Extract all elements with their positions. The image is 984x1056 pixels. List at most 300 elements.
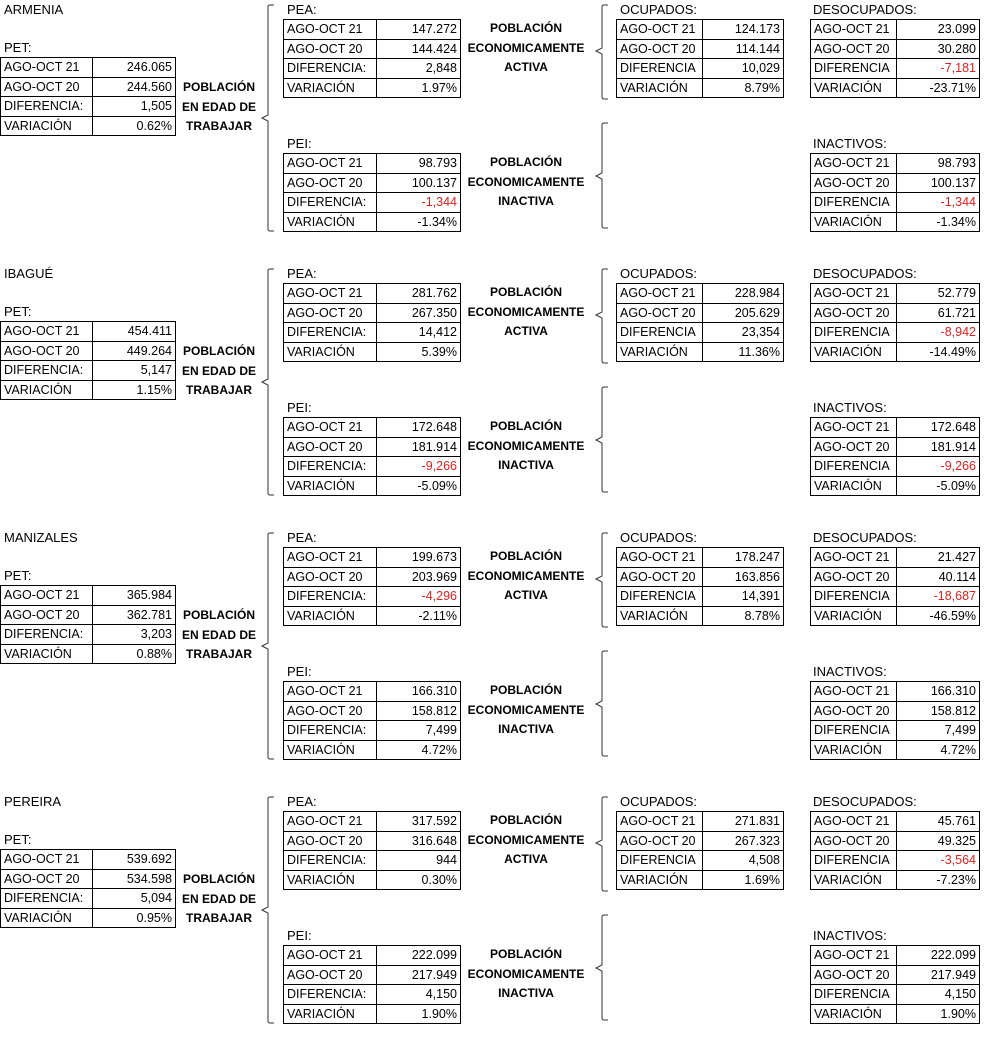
desocupados-table — [810, 811, 980, 890]
table-row — [811, 78, 980, 98]
inactivos-label: INACTIVOS: — [813, 136, 887, 151]
row-label: DIFERENCIA — [811, 587, 897, 607]
row-value: 0.62% — [92, 116, 175, 136]
row-value: 271.831 — [702, 812, 783, 832]
table-row — [617, 548, 784, 568]
table-row — [811, 284, 980, 304]
row-label: VARIACIÓN — [284, 342, 377, 362]
pet-bracket — [258, 796, 276, 1026]
desocupados-label: DESOCUPADOS: — [813, 794, 917, 809]
table-row — [284, 59, 461, 79]
row-label: VARIACIÓN — [284, 476, 377, 496]
pea-bracket — [592, 4, 610, 104]
row-value: 5.39% — [376, 342, 460, 362]
row-value: -3,564 — [896, 851, 979, 871]
pea-caption-line: ECONOMICAMENTE — [467, 40, 585, 55]
pet-caption-line: POBLACIÓN — [183, 608, 255, 622]
table-row — [811, 701, 980, 721]
row-value: 30.280 — [896, 39, 979, 59]
row-label: AGO-OCT 21 — [284, 946, 377, 966]
pea-caption — [462, 811, 590, 870]
pea-caption — [462, 19, 590, 78]
row-label: DIFERENCIA: — [1, 97, 93, 117]
row-label: AGO-OCT 21 — [617, 548, 703, 568]
row-label: VARIACIÓN — [811, 78, 897, 98]
table-row — [1, 361, 176, 381]
row-value: 1.69% — [702, 870, 783, 890]
table-row — [284, 606, 461, 626]
row-value: 534.598 — [92, 869, 175, 889]
row-label: AGO-OCT 20 — [811, 567, 897, 587]
ocupados-label: OCUPADOS: — [620, 266, 698, 281]
row-value: 52.779 — [896, 284, 979, 304]
pet-caption-line: TRABAJAR — [186, 383, 252, 397]
row-label: AGO-OCT 20 — [811, 701, 897, 721]
row-label: AGO-OCT 20 — [284, 173, 377, 193]
row-value: 114.144 — [702, 39, 783, 59]
pet-caption — [178, 606, 260, 665]
ocupados-table — [616, 19, 784, 98]
table-row — [284, 342, 461, 362]
pei-caption-line: ECONOMICAMENTE — [467, 966, 585, 981]
row-value: 4,150 — [896, 985, 979, 1005]
table-row — [284, 173, 461, 193]
row-label: VARIACIÓN — [1, 908, 93, 928]
pea-label: PEA: — [287, 2, 317, 17]
pet-label: PET: — [4, 40, 32, 55]
row-label: DIFERENCIA: — [1, 361, 93, 381]
table-row — [1, 322, 176, 342]
pei-caption — [462, 153, 590, 212]
row-value: 0.30% — [376, 870, 460, 890]
table-row — [1, 97, 176, 117]
row-label: DIFERENCIA: — [1, 889, 93, 909]
desocupados-label: DESOCUPADOS: — [813, 530, 917, 545]
table-row — [1, 644, 176, 664]
pei-caption-line: POBLACIÓN — [490, 419, 562, 433]
row-label: AGO-OCT 20 — [1, 77, 93, 97]
pea-label: PEA: — [287, 794, 317, 809]
inactivos-label: INACTIVOS: — [813, 664, 887, 679]
row-label: DIFERENCIA — [811, 985, 897, 1005]
row-value: 316.648 — [376, 831, 460, 851]
row-label: AGO-OCT 21 — [811, 418, 897, 438]
inactivos-table — [810, 681, 980, 760]
row-label: AGO-OCT 20 — [284, 831, 377, 851]
city-section — [0, 0, 984, 264]
table-row — [811, 418, 980, 438]
row-label: AGO-OCT 21 — [811, 548, 897, 568]
desocupados-table — [810, 19, 980, 98]
row-label: VARIACIÓN — [284, 740, 377, 760]
table-row — [811, 39, 980, 59]
desocupados-label: DESOCUPADOS: — [813, 266, 917, 281]
row-label: AGO-OCT 21 — [811, 946, 897, 966]
row-value: 222.099 — [896, 946, 979, 966]
city-name: IBAGUÉ — [4, 266, 54, 281]
ocupados-label: OCUPADOS: — [620, 530, 698, 545]
row-value: 5,094 — [92, 889, 175, 909]
inactivos-table — [810, 945, 980, 1024]
row-value: -7.23% — [896, 870, 979, 890]
row-label: DIFERENCIA — [811, 721, 897, 741]
desocupados-label: DESOCUPADOS: — [813, 2, 917, 17]
pea-caption — [462, 547, 590, 606]
row-label: DIFERENCIA: — [284, 193, 377, 213]
row-label: AGO-OCT 21 — [284, 812, 377, 832]
pea-caption-line: ACTIVA — [504, 588, 548, 602]
table-row — [284, 870, 461, 890]
pea-table — [283, 283, 461, 362]
row-label: VARIACIÓN — [284, 606, 377, 626]
row-value: 14,412 — [376, 323, 460, 343]
pet-caption-line: EN EDAD DE — [181, 363, 256, 378]
row-value: 181.914 — [376, 437, 460, 457]
table-row — [1, 380, 176, 400]
row-label: AGO-OCT 20 — [811, 965, 897, 985]
row-value: -8,942 — [896, 323, 979, 343]
table-row — [617, 567, 784, 587]
pea-caption-line: ECONOMICAMENTE — [467, 568, 585, 583]
table-row — [617, 323, 784, 343]
pea-caption-line: POBLACIÓN — [490, 813, 562, 827]
inactivos-label: INACTIVOS: — [813, 400, 887, 415]
row-value: 166.310 — [376, 682, 460, 702]
table-row — [284, 78, 461, 98]
table-row — [1, 908, 176, 928]
row-value: -1,344 — [376, 193, 460, 213]
row-label: AGO-OCT 21 — [284, 284, 377, 304]
table-row — [284, 587, 461, 607]
row-value: -9,266 — [896, 457, 979, 477]
row-value: 7,499 — [376, 721, 460, 741]
row-value: 158.812 — [376, 701, 460, 721]
table-row — [284, 721, 461, 741]
row-label: AGO-OCT 20 — [811, 39, 897, 59]
pet-caption — [178, 870, 260, 929]
row-label: AGO-OCT 21 — [1, 850, 93, 870]
city-section — [0, 792, 984, 1056]
table-row — [284, 946, 461, 966]
pet-caption-line: TRABAJAR — [186, 647, 252, 661]
ocupados-label: OCUPADOS: — [620, 2, 698, 17]
pet-table — [0, 57, 176, 136]
pei-caption — [462, 681, 590, 740]
row-label: VARIACIÓN — [617, 870, 703, 890]
row-label: VARIACIÓN — [1, 644, 93, 664]
row-label: AGO-OCT 20 — [284, 39, 377, 59]
pea-caption — [462, 283, 590, 342]
row-label: VARIACIÓN — [284, 1004, 377, 1024]
table-row — [811, 20, 980, 40]
row-value: -4,296 — [376, 587, 460, 607]
table-row — [811, 567, 980, 587]
row-value: 2,848 — [376, 59, 460, 79]
row-value: 944 — [376, 851, 460, 871]
city-name: MANIZALES — [4, 530, 78, 545]
row-value: 144.424 — [376, 39, 460, 59]
row-label: VARIACIÓN — [284, 212, 377, 232]
desocupados-table — [810, 283, 980, 362]
table-row — [284, 154, 461, 174]
row-value: 4.72% — [896, 740, 979, 760]
table-row — [284, 476, 461, 496]
row-value: 4,150 — [376, 985, 460, 1005]
row-label: VARIACIÓN — [617, 78, 703, 98]
row-value: 5,147 — [92, 361, 175, 381]
pea-caption-line: ACTIVA — [504, 60, 548, 74]
pet-label: PET: — [4, 568, 32, 583]
row-value: 23.099 — [896, 20, 979, 40]
row-label: AGO-OCT 21 — [617, 812, 703, 832]
row-label: DIFERENCIA — [617, 323, 703, 343]
pei-caption-line: POBLACIÓN — [490, 683, 562, 697]
row-label: AGO-OCT 21 — [284, 154, 377, 174]
table-row — [811, 1004, 980, 1024]
table-row — [811, 965, 980, 985]
table-row — [811, 740, 980, 760]
inactivos-table — [810, 417, 980, 496]
row-value: 449.264 — [92, 341, 175, 361]
table-row — [284, 457, 461, 477]
row-value: 4.72% — [376, 740, 460, 760]
table-row — [284, 1004, 461, 1024]
row-label: AGO-OCT 20 — [811, 173, 897, 193]
pea-bracket — [592, 532, 610, 632]
table-row — [811, 323, 980, 343]
row-label: DIFERENCIA — [617, 59, 703, 79]
table-row — [811, 303, 980, 323]
row-label: AGO-OCT 20 — [1, 869, 93, 889]
row-label: AGO-OCT 20 — [1, 605, 93, 625]
row-value: 246.065 — [92, 58, 175, 78]
pei-caption — [462, 945, 590, 1004]
pet-caption-line: POBLACIÓN — [183, 344, 255, 358]
row-value: 45.761 — [896, 812, 979, 832]
row-label: VARIACIÓN — [284, 870, 377, 890]
table-row — [284, 39, 461, 59]
table-row — [284, 303, 461, 323]
table-row — [811, 193, 980, 213]
row-label: VARIACIÓN — [811, 606, 897, 626]
row-value: -9,266 — [376, 457, 460, 477]
pet-caption-line: EN EDAD DE — [181, 99, 256, 114]
row-value: 158.812 — [896, 701, 979, 721]
row-label: AGO-OCT 20 — [284, 701, 377, 721]
row-value: 228.984 — [702, 284, 783, 304]
ocupados-table — [616, 547, 784, 626]
pea-caption-line: ACTIVA — [504, 852, 548, 866]
row-value: 49.325 — [896, 831, 979, 851]
row-value: -5.09% — [376, 476, 460, 496]
pea-label: PEA: — [287, 266, 317, 281]
row-label: AGO-OCT 21 — [811, 812, 897, 832]
row-label: VARIACIÓN — [617, 342, 703, 362]
inactivos-table — [810, 153, 980, 232]
row-label: AGO-OCT 20 — [284, 303, 377, 323]
table-row — [617, 284, 784, 304]
row-label: DIFERENCIA: — [284, 323, 377, 343]
row-label: VARIACIÓN — [811, 342, 897, 362]
table-row — [811, 721, 980, 741]
row-label: DIFERENCIA: — [284, 457, 377, 477]
table-row — [284, 193, 461, 213]
pei-caption-line: ECONOMICAMENTE — [467, 174, 585, 189]
pei-label: PEI: — [287, 928, 312, 943]
table-row — [617, 39, 784, 59]
pea-caption-line: ACTIVA — [504, 324, 548, 338]
table-row — [284, 212, 461, 232]
table-row — [1, 850, 176, 870]
table-row — [1, 605, 176, 625]
table-row — [617, 587, 784, 607]
row-value: 100.137 — [376, 173, 460, 193]
row-label: AGO-OCT 21 — [811, 284, 897, 304]
pei-caption-line: INACTIVA — [498, 458, 554, 472]
row-value: 40.114 — [896, 567, 979, 587]
pei-label: PEI: — [287, 664, 312, 679]
table-row — [1, 889, 176, 909]
row-value: 61.721 — [896, 303, 979, 323]
row-value: 267.323 — [702, 831, 783, 851]
table-row — [617, 812, 784, 832]
table-row — [811, 851, 980, 871]
pet-caption-line: POBLACIÓN — [183, 80, 255, 94]
row-value: 98.793 — [896, 154, 979, 174]
row-label: AGO-OCT 21 — [284, 548, 377, 568]
city-section — [0, 264, 984, 528]
row-value: -2.11% — [376, 606, 460, 626]
table-row — [617, 59, 784, 79]
pei-label: PEI: — [287, 400, 312, 415]
pea-caption-line: ECONOMICAMENTE — [467, 832, 585, 847]
pei-label: PEI: — [287, 136, 312, 151]
row-value: 281.762 — [376, 284, 460, 304]
row-value: 365.984 — [92, 586, 175, 606]
row-label: DIFERENCIA: — [284, 721, 377, 741]
row-value: 1.97% — [376, 78, 460, 98]
row-label: VARIACIÓN — [811, 212, 897, 232]
row-label: DIFERENCIA: — [1, 625, 93, 645]
row-value: 21.427 — [896, 548, 979, 568]
pet-caption — [178, 342, 260, 401]
row-value: 14,391 — [702, 587, 783, 607]
table-row — [811, 831, 980, 851]
row-value: 205.629 — [702, 303, 783, 323]
row-value: 267.350 — [376, 303, 460, 323]
table-row — [811, 437, 980, 457]
row-value: -1.34% — [896, 212, 979, 232]
row-value: 362.781 — [92, 605, 175, 625]
row-value: 3,203 — [92, 625, 175, 645]
pea-label: PEA: — [287, 530, 317, 545]
table-row — [811, 212, 980, 232]
pei-caption-line: ECONOMICAMENTE — [467, 438, 585, 453]
table-row — [284, 851, 461, 871]
pei-bracket — [592, 122, 610, 234]
row-label: AGO-OCT 20 — [811, 303, 897, 323]
pet-bracket — [258, 4, 276, 234]
row-value: 10,029 — [702, 59, 783, 79]
row-label: VARIACIÓN — [811, 476, 897, 496]
pea-caption-line: ECONOMICAMENTE — [467, 304, 585, 319]
table-row — [811, 985, 980, 1005]
ocupados-table — [616, 283, 784, 362]
table-row — [811, 59, 980, 79]
row-value: 8.78% — [702, 606, 783, 626]
row-label: AGO-OCT 21 — [617, 284, 703, 304]
table-row — [284, 20, 461, 40]
table-row — [811, 457, 980, 477]
row-label: DIFERENCIA — [811, 59, 897, 79]
inactivos-label: INACTIVOS: — [813, 928, 887, 943]
table-row — [617, 606, 784, 626]
row-label: AGO-OCT 20 — [284, 965, 377, 985]
pea-table — [283, 811, 461, 890]
table-row — [811, 870, 980, 890]
table-row — [811, 606, 980, 626]
row-label: DIFERENCIA — [811, 851, 897, 871]
table-row — [617, 20, 784, 40]
row-label: DIFERENCIA: — [284, 985, 377, 1005]
pet-bracket — [258, 532, 276, 762]
row-value: 1,505 — [92, 97, 175, 117]
desocupados-table — [810, 547, 980, 626]
table-row — [617, 851, 784, 871]
table-row — [1, 116, 176, 136]
table-row — [1, 77, 176, 97]
row-value: 1.90% — [896, 1004, 979, 1024]
row-value: 124.173 — [702, 20, 783, 40]
row-value: 317.592 — [376, 812, 460, 832]
pet-caption — [178, 78, 260, 137]
row-value: 1.15% — [92, 380, 175, 400]
city-section — [0, 528, 984, 792]
row-label: DIFERENCIA — [811, 323, 897, 343]
pei-table — [283, 153, 461, 232]
row-value: 222.099 — [376, 946, 460, 966]
table-row — [284, 740, 461, 760]
pei-table — [283, 681, 461, 760]
table-row — [1, 586, 176, 606]
row-label: AGO-OCT 20 — [617, 831, 703, 851]
row-value: -1,344 — [896, 193, 979, 213]
row-value: 203.969 — [376, 567, 460, 587]
pea-bracket — [592, 796, 610, 896]
table-row — [284, 831, 461, 851]
pea-bracket — [592, 268, 610, 368]
table-row — [617, 870, 784, 890]
ocupados-label: OCUPADOS: — [620, 794, 698, 809]
pet-caption-line: TRABAJAR — [186, 911, 252, 925]
row-value: 7,499 — [896, 721, 979, 741]
row-value: 1.90% — [376, 1004, 460, 1024]
row-value: -23.71% — [896, 78, 979, 98]
row-value: 166.310 — [896, 682, 979, 702]
row-value: -5.09% — [896, 476, 979, 496]
row-label: VARIACIÓN — [811, 740, 897, 760]
row-value: 163.856 — [702, 567, 783, 587]
row-label: AGO-OCT 21 — [811, 154, 897, 174]
row-label: VARIACIÓN — [811, 870, 897, 890]
table-row — [617, 78, 784, 98]
pet-table — [0, 585, 176, 664]
row-label: VARIACIÓN — [1, 380, 93, 400]
table-row — [811, 682, 980, 702]
pet-caption-line: EN EDAD DE — [181, 891, 256, 906]
pea-caption-line: POBLACIÓN — [490, 285, 562, 299]
pet-bracket — [258, 268, 276, 498]
